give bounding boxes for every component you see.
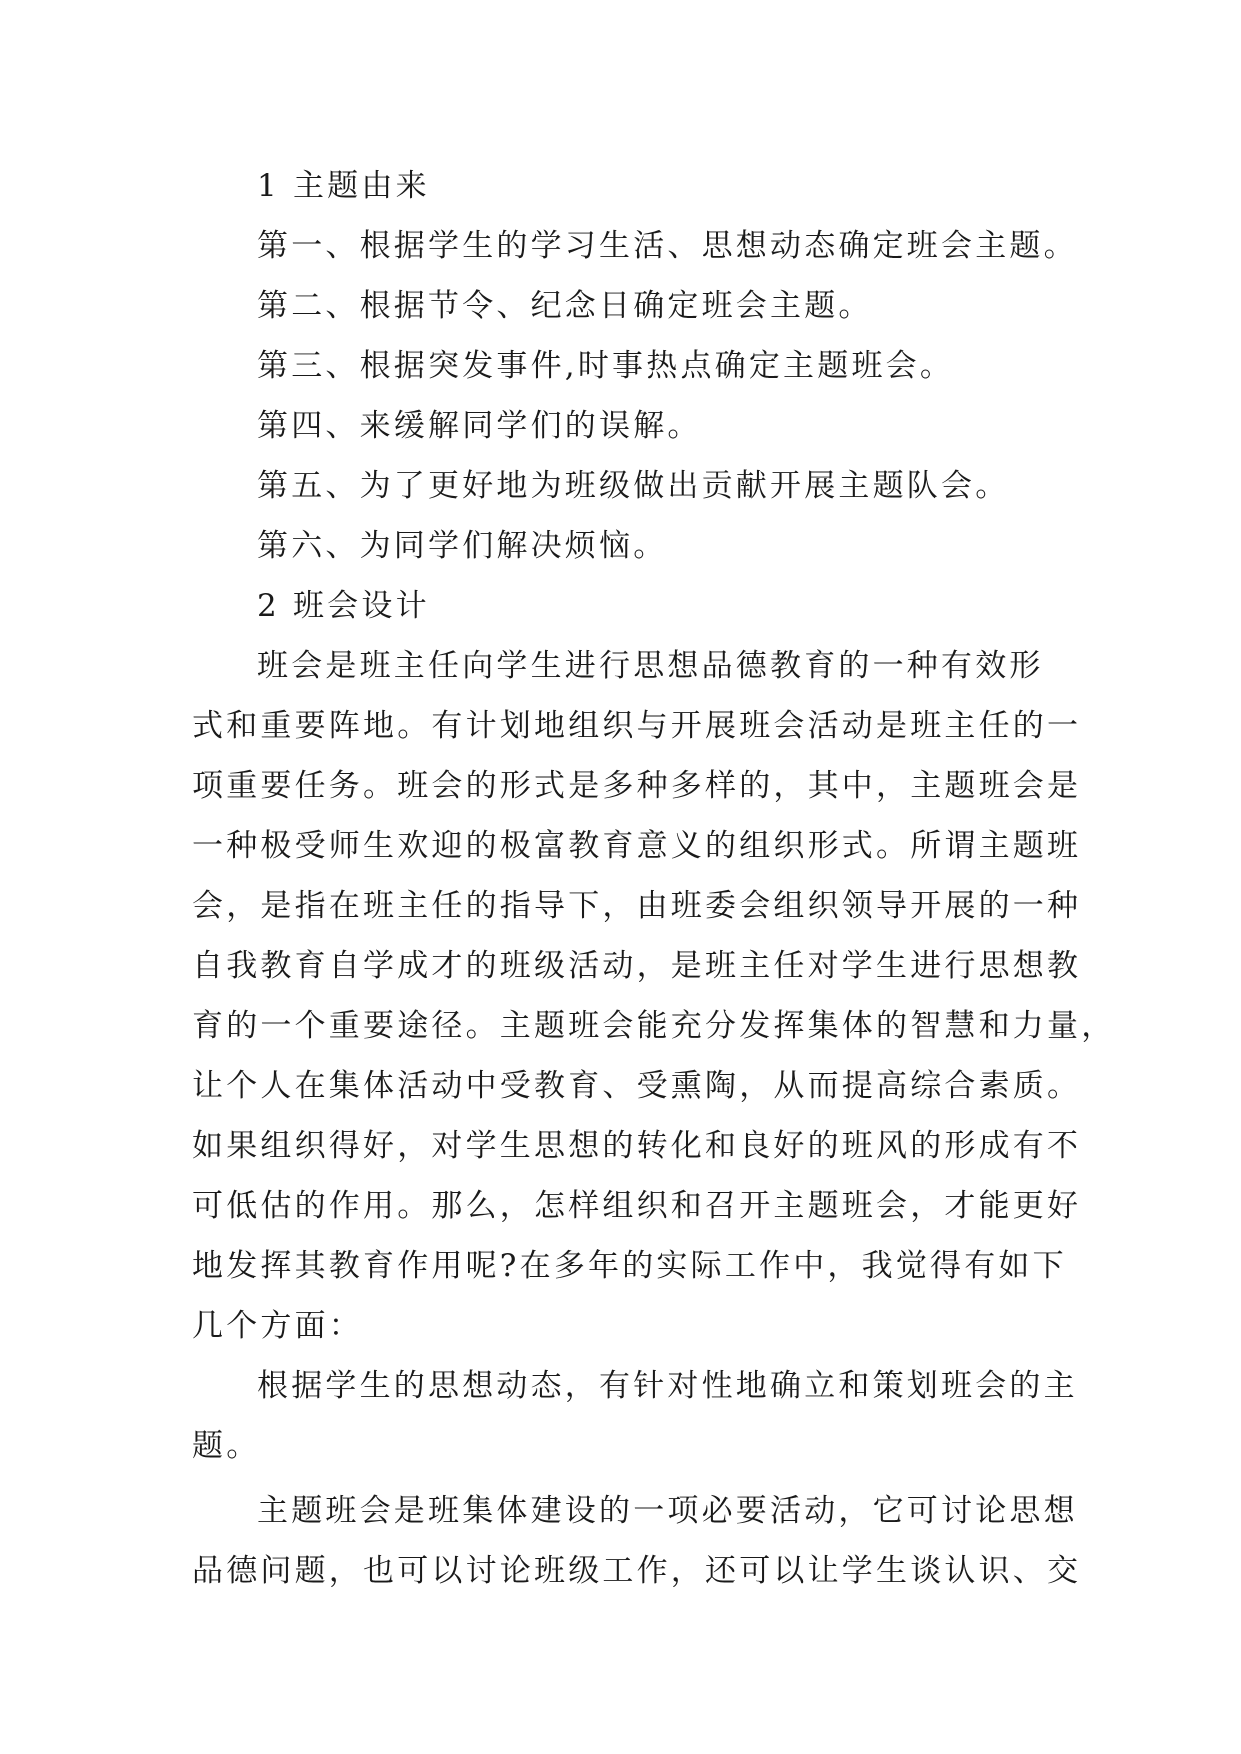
paragraph-line: 一种极受师生欢迎的极富教育意义的组织形式。所谓主题班	[192, 828, 1082, 864]
section-heading: 2 班会设计	[257, 588, 430, 624]
section-heading: 1 主题由来	[257, 168, 430, 204]
list-item: 第六、为同学们解决烦恼。	[257, 528, 668, 564]
paragraph-line: 育的一个重要途径。主题班会能充分发挥集体的智慧和力量，	[192, 1008, 1116, 1044]
paragraph-line: 自我教育自学成才的班级活动，是班主任对学生进行思想教	[192, 948, 1082, 984]
list-item: 第一、根据学生的学习生活、思想动态确定班会主题。	[257, 228, 1078, 264]
list-item: 第五、为了更好地为班级做出贡献开展主题队会。	[257, 468, 1010, 504]
list-item: 第四、来缓解同学们的误解。	[257, 408, 702, 444]
paragraph-line: 可低估的作用。那么，怎样组织和召开主题班会，才能更好	[192, 1188, 1082, 1224]
paragraph-line: 根据学生的思想动态，有针对性地确立和策划班会的主	[257, 1368, 1078, 1404]
paragraph-line: 如果组织得好，对学生思想的转化和良好的班风的形成有不	[192, 1128, 1082, 1164]
paragraph-line: 项重要任务。班会的形式是多种多样的，其中，主题班会是	[192, 768, 1082, 804]
paragraph-line: 式和重要阵地。有计划地组织与开展班会活动是班主任的一	[192, 708, 1082, 744]
paragraph-line: 品德问题，也可以讨论班级工作，还可以让学生谈认识、交	[192, 1553, 1082, 1589]
paragraph-line: 让个人在集体活动中受教育、受熏陶，从而提高综合素质。	[192, 1068, 1082, 1104]
list-item: 第二、根据节令、纪念日确定班会主题。	[257, 288, 873, 324]
paragraph-line: 地发挥其教育作用呢?在多年的实际工作中，我觉得有如下	[192, 1248, 1067, 1284]
paragraph-line: 班会是班主任向学生进行思想品德教育的一种有效形	[257, 648, 1044, 684]
paragraph-line: 主题班会是班集体建设的一项必要活动，它可讨论思想	[257, 1493, 1078, 1529]
paragraph-line: 几个方面：	[192, 1308, 363, 1344]
paragraph-line: 会，是指在班主任的指导下，由班委会组织领导开展的一种	[192, 888, 1082, 924]
paragraph-line: 题。	[192, 1428, 261, 1464]
list-item: 第三、根据突发事件,时事热点确定主题班会。	[257, 348, 955, 384]
